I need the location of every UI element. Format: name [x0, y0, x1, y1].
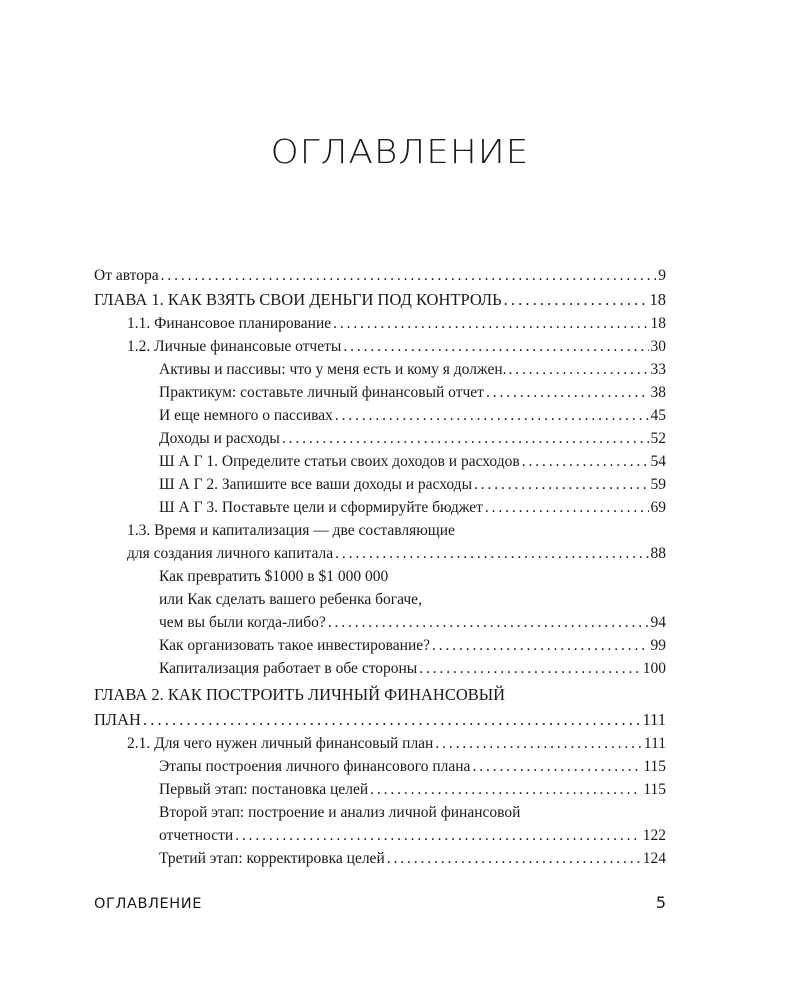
toc-subsection[interactable] [94, 496, 666, 519]
toc-page-number: 99 [650, 637, 666, 654]
toc-subsection[interactable] [94, 847, 666, 870]
toc-page-number: 33 [650, 361, 666, 378]
dot-leader [504, 287, 648, 312]
toc-entry-text: чем вы были когда-либо? [159, 614, 326, 631]
running-footer-title: ОГЛАВЛЕНИЕ [94, 896, 203, 912]
toc-page-number: 18 [649, 290, 666, 309]
toc-subsection[interactable] [94, 611, 666, 634]
toc-entry-text: От автора [94, 267, 159, 284]
toc-subsection[interactable] [94, 358, 666, 381]
dot-leader [472, 755, 641, 778]
toc-entry-text: 2.1. Для чего нужен личный финансовый план [127, 735, 434, 752]
toc-subsection[interactable] [94, 381, 666, 404]
toc-chapter-2[interactable] [94, 707, 666, 732]
toc-page-number: 18 [650, 315, 666, 332]
toc-subsection-line1[interactable]: Второй этап: построение и анализ личной финансовой [159, 804, 521, 821]
toc-page-number: 111 [642, 710, 666, 729]
dot-leader [474, 473, 649, 496]
toc-page-number: 59 [650, 476, 666, 493]
toc-entry-text: Доходы и расходы [159, 430, 280, 447]
toc-entry-text: для создания личного капитала [127, 545, 334, 562]
toc-subsection[interactable] [94, 824, 666, 847]
table-of-contents [94, 264, 666, 870]
dot-leader [235, 824, 641, 847]
dot-leader [343, 335, 648, 358]
dot-leader [282, 427, 649, 450]
toc-section-1-3-line1[interactable]: 1.3. Время и капитализация — две составляющие [127, 522, 455, 539]
toc-entry-text: Третий этап: корректировка целей [159, 850, 385, 867]
toc-chapter-1[interactable] [94, 287, 666, 312]
toc-page-number: 122 [642, 827, 666, 844]
toc-subsection[interactable] [94, 427, 666, 450]
dot-leader [486, 381, 649, 404]
toc-entry-text: Ш А Г 1. Определите статьи своих доходов и расходов [159, 453, 520, 470]
toc-entry-author[interactable] [94, 264, 666, 287]
toc-entry-text: Ш А Г 2. Запишите все ваши доходы и расходы [159, 476, 472, 493]
toc-subsection[interactable] [94, 755, 666, 778]
toc-page-number: 100 [642, 660, 666, 677]
toc-page-number: 115 [643, 758, 666, 775]
dot-leader [143, 707, 641, 732]
toc-entry-text: Ш А Г 3. Поставьте цели и сформируйте бюджет [159, 499, 483, 516]
toc-entry-text: ГЛАВА 1. КАК ВЗЯТЬ СВОИ ДЕНЬГИ ПОД КОНТРОЛЬ [94, 290, 502, 309]
dot-leader [387, 847, 641, 870]
dot-leader [333, 312, 648, 335]
toc-entry-text: 1.1. Финансовое планирование [127, 315, 332, 332]
toc-entry-text: Первый этап: постановка целей [159, 781, 369, 798]
toc-page-number: 115 [643, 781, 666, 798]
dot-leader [485, 496, 649, 519]
toc-page-number: 94 [650, 614, 666, 631]
toc-subsection[interactable] [94, 657, 666, 680]
toc-page-number: 88 [650, 545, 666, 562]
toc-section-1-2[interactable] [94, 335, 666, 358]
toc-subsection[interactable] [94, 634, 666, 657]
dot-leader [370, 778, 641, 801]
toc-subsection-line2[interactable]: или Как сделать вашего ребенка богаче, [159, 591, 422, 608]
toc-page-number: 54 [650, 453, 666, 470]
toc-page-number: 111 [643, 735, 666, 752]
toc-page-number: 30 [650, 338, 666, 355]
dot-leader [509, 358, 649, 381]
toc-entry-text: отчетности [159, 827, 234, 844]
toc-entry-text: ПЛАН [94, 710, 141, 729]
dot-leader [419, 657, 641, 680]
toc-page-number: 38 [650, 384, 666, 401]
page-title: ОГЛАВЛЕНИЕ [270, 132, 530, 171]
dot-leader [432, 634, 649, 657]
toc-entry-text: Практикум: составьте личный финансовый отчет [159, 384, 484, 401]
toc-subsection-line1[interactable]: Как превратить $1000 в $1 000 000 [159, 568, 389, 585]
dot-leader [335, 404, 649, 427]
toc-entry-text: Как организовать такое инвестирование? [159, 637, 430, 654]
dot-leader [435, 732, 642, 755]
toc-subsection[interactable] [94, 404, 666, 427]
toc-page-number: 69 [650, 499, 666, 516]
toc-entry-text: И еще немного о пассивах [159, 407, 333, 424]
toc-page-number: 124 [642, 850, 666, 867]
dot-leader [328, 611, 649, 634]
toc-subsection[interactable] [94, 450, 666, 473]
toc-page-number: 45 [650, 407, 666, 424]
toc-section-1-3[interactable] [94, 542, 666, 565]
toc-subsection[interactable] [94, 778, 666, 801]
dot-leader [335, 542, 648, 565]
toc-entry-text: Этапы построения личного финансового плана [159, 758, 471, 775]
toc-section-2-1[interactable] [94, 732, 666, 755]
toc-entry-text: Активы и пассивы: что у меня есть и кому я должен. [159, 361, 507, 378]
toc-section-1-1[interactable] [94, 312, 666, 335]
toc-chapter-2-line1[interactable]: ГЛАВА 2. КАК ПОСТРОИТЬ ЛИЧНЫЙ ФИНАНСОВЫЙ [94, 685, 506, 704]
dot-leader [522, 450, 649, 473]
toc-entry-text: 1.2. Личные финансовые отчеты [127, 338, 342, 355]
toc-page-number: 52 [650, 430, 666, 447]
toc-subsection[interactable] [94, 473, 666, 496]
dot-leader [161, 264, 657, 287]
toc-entry-text: Капитализация работает в обе стороны [159, 660, 418, 677]
toc-page-number: 9 [658, 267, 666, 284]
folio-page-number: 5 [655, 893, 666, 912]
